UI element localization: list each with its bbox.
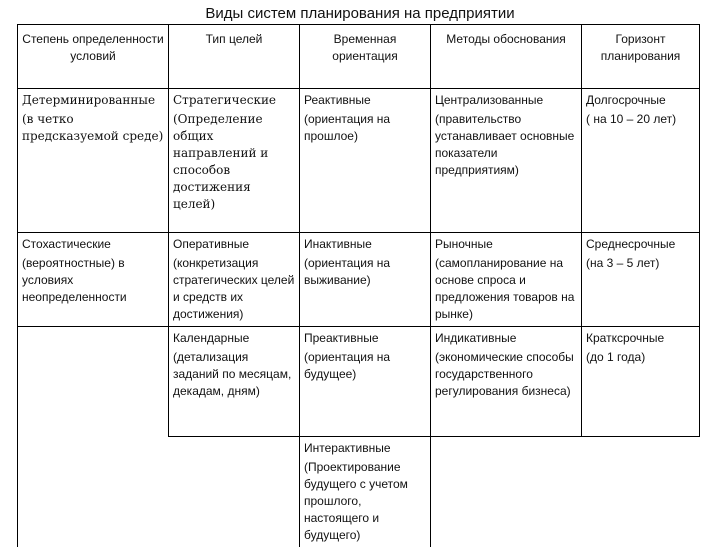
header-horizon: Горизонт планирования — [582, 25, 700, 89]
table-cell — [582, 89, 700, 233]
header-methods: Методы обоснования — [431, 25, 582, 89]
table-cell — [18, 233, 169, 327]
cell-desc: (ориентация на будущее) — [304, 349, 426, 383]
cell-desc: (в четко предсказуемой среде) — [22, 111, 164, 145]
table-cell — [169, 89, 300, 233]
cell-desc: (правительство устанавливает основные показатели предприятиям) — [435, 111, 577, 179]
table-row — [18, 89, 700, 233]
cell-name: Централизованные — [435, 92, 577, 109]
cell-desc: ( на 10 – 20 лет) — [586, 111, 695, 128]
cell-name: Интерактивные — [304, 440, 426, 457]
cell-name: Детерминированные — [22, 92, 164, 109]
planning-systems-table — [17, 24, 700, 547]
cell-desc: (Проектирование будущего с учетом прошлого, настоящего и будущего) — [304, 459, 426, 544]
table-cell-empty — [582, 437, 700, 547]
cell-desc: (самопланирование на основе спроса и предложения товаров на рынке) — [435, 255, 577, 323]
cell-name: Стратегические — [173, 92, 295, 109]
table-cell — [582, 327, 700, 437]
cell-name: Долгосрочные — [586, 92, 695, 109]
table-cell — [582, 233, 700, 327]
cell-name: Преактивные — [304, 330, 426, 347]
cell-name: Индикативные — [435, 330, 577, 347]
cell-desc: (на 3 – 5 лет) — [586, 255, 695, 272]
table-cell — [169, 233, 300, 327]
page-title: Виды систем планирования на предприятии — [0, 5, 720, 23]
cell-desc: (конкретизация стратегических целей и средств их достижения) — [173, 255, 295, 323]
table-header-row — [18, 25, 700, 89]
cell-desc: (вероятностные) в условиях неопределенности — [22, 255, 164, 306]
cell-desc: (детализация заданий по месяцам, декадам, дням) — [173, 349, 295, 400]
header-certainty: Степень определенности условий — [18, 25, 169, 89]
table-cell — [300, 89, 431, 233]
cell-name: Стохастические — [22, 236, 164, 253]
table-cell — [300, 437, 431, 547]
table-cell — [431, 233, 582, 327]
cell-name: Инактивные — [304, 236, 426, 253]
table-cell-empty — [18, 437, 169, 547]
cell-name: Кратксрочные — [586, 330, 695, 347]
table-cell — [431, 89, 582, 233]
cell-desc: (ориентация на выживание) — [304, 255, 426, 289]
table-cell — [431, 327, 582, 437]
cell-desc: (Определение общих направлений и способов достижения целей) — [173, 111, 295, 213]
table-cell-empty — [169, 437, 300, 547]
cell-desc: (до 1 года) — [586, 349, 695, 366]
table-cell-empty — [431, 437, 582, 547]
table-row — [18, 327, 700, 437]
cell-name: Реактивные — [304, 92, 426, 109]
table-cell — [18, 89, 169, 233]
cell-desc: (экономические способы государственного регулирования бизнеса) — [435, 349, 577, 400]
cell-name: Рыночные — [435, 236, 577, 253]
table-cell — [169, 327, 300, 437]
table-cell — [300, 327, 431, 437]
table-cell-empty — [18, 327, 169, 437]
table-row — [18, 437, 700, 547]
cell-name: Оперативные — [173, 236, 295, 253]
table-row — [18, 233, 700, 327]
cell-name: Календарные — [173, 330, 295, 347]
table-cell — [300, 233, 431, 327]
header-goal-type: Тип целей — [169, 25, 300, 89]
cell-name: Среднесрочные — [586, 236, 695, 253]
cell-desc: (ориентация на прошлое) — [304, 111, 426, 145]
header-time-orientation: Временная ориентация — [300, 25, 431, 89]
